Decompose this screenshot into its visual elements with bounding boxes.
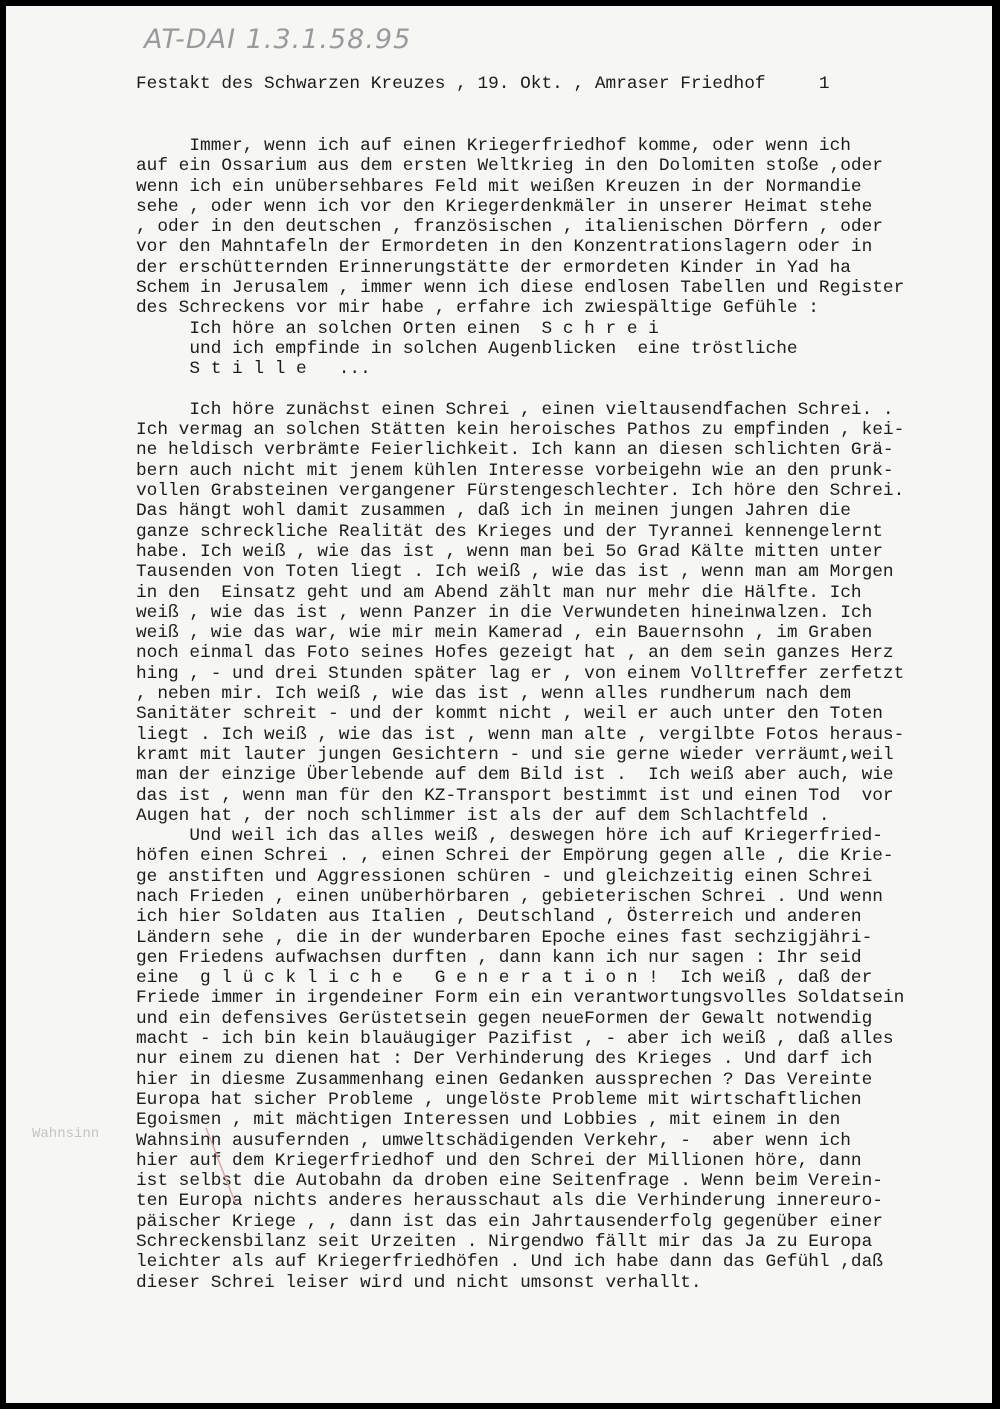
text-line: Augen hat , der noch schlimmer ist als der auf dem Schlachtfeld .	[136, 805, 830, 826]
text-line: hier in diesme Zusammenhang einen Gedanken aussprechen ? Das Vereinte	[136, 1069, 873, 1090]
text-line: man der einzige Überlebende auf dem Bild ist . Ich weiß aber auch, wie	[136, 765, 894, 786]
text-line: sehe , oder wenn ich vor den Kriegerdenkmäler in unserer Heimat stehe	[136, 196, 873, 217]
text-line: noch einmal das Foto seines Hofes gezeigt hat , an dem sein ganzes Herz	[136, 643, 894, 664]
document-page	[6, 6, 992, 1403]
text-line: nach Frieden , einen unüberhörbaren , gebieterischen Schrei . Und wenn	[136, 886, 883, 907]
text-line: wenn ich ein unübersehbares Feld mit weißen Kreuzen in der Normandie	[136, 176, 862, 197]
text-line: eine g l ü c k l i c h e G e n e r a t i o n ! Ich weiß , daß der	[136, 968, 873, 989]
margin-note: Wahnsinn	[32, 1126, 100, 1142]
text-line: weiß , wie das ist , wenn Panzer in die Verwundeten hineinwalzen. Ich	[136, 602, 873, 623]
text-line	[136, 380, 992, 400]
text-line: nur einem zu dienen hat : Der Verhinderung des Krieges . Und darf ich	[136, 1049, 873, 1070]
text-line: Schem in Jerusalem , immer wenn ich diese endlosen Tabellen und Register	[136, 278, 905, 299]
document-header: Festakt des Schwarzen Kreuzes , 19. Okt. , Amraser Friedhof 1	[136, 74, 830, 94]
text-line: ganze schreckliche Realität des Krieges und der Tyrannei kennengelernt	[136, 521, 883, 542]
text-line: bern auch nicht mit jenem kühlen Interesse vorbeigehn wie an den prunk-	[136, 460, 894, 481]
text-line: S t i l l e ...	[136, 359, 371, 380]
archive-signature: AT-DAI 1.3.1.58.95	[144, 24, 412, 55]
text-line: liegt . Ich weiß , wie das ist , wenn man alte , vergilbte Fotos heraus-	[136, 724, 905, 745]
text-line: Europa hat sicher Probleme , ungelöste Probleme mit wirtschaftlichen	[136, 1089, 862, 1110]
text-line: Ich vermag an solchen Stätten kein heroisches Pathos zu empfinden , kei-	[136, 420, 905, 441]
text-line: des Schreckens vor mir habe , erfahre ich zwiespältige Gefühle :	[136, 298, 819, 319]
text-line: Schreckensbilanz seit Urzeiten . Nirgendwo fällt mir das Ja zu Europa	[136, 1232, 873, 1253]
text-line: Ländern sehe , die in der wunderbaren Epoche eines fast sechzigjähri-	[136, 927, 873, 948]
text-line: gen Friedens aufwachsen durften , dann kann ich nur sagen : Ihr seid	[136, 947, 862, 968]
text-line: ist selbst die Autobahn da droben eine Seitenfrage . Wenn beim Verein-	[136, 1171, 883, 1192]
pencil-stroke-mark	[202, 1126, 242, 1206]
text-line: das ist , wenn man für den KZ-Transport bestimmt ist und einen Tod vor	[136, 785, 894, 806]
text-line: Tausenden von Toten liegt . Ich weiß , wie das ist , wenn man am Morgen	[136, 562, 894, 583]
text-line: päischer Kriege , , dann ist das ein Jahrtausenderfolg gegenüber einer	[136, 1211, 883, 1232]
text-line: Sanitäter schreit - und der kommt nicht , weil er auch unter den Toten	[136, 704, 883, 725]
text-line: Ich höre zunächst einen Schrei , einen vieltausendfachen Schrei. .	[136, 399, 894, 420]
text-line: ich hier Soldaten aus Italien , Deutschland , Österreich und anderen	[136, 907, 862, 928]
text-line: höfen einen Schrei . , einen Schrei der Empörung gegen alle , die Krie-	[136, 846, 894, 867]
text-line: Friede immer in irgendeiner Form ein ein verantwortungsvolles Soldatsein	[136, 988, 905, 1009]
text-line: weiß , wie das war, wie mir mein Kamerad , ein Bauernsohn , im Graben	[136, 623, 873, 644]
text-line: und ich empfinde in solchen Augenblicken eine tröstliche	[136, 338, 798, 359]
text-line: und ein defensives Gerüstetsein gegen neueFormen der Gewalt notwendig	[136, 1008, 873, 1029]
text-line: , neben mir. Ich weiß , wie das ist , wenn alles rundherum nach dem	[136, 684, 851, 705]
text-line: ten Europa nichts anderes herausschaut als die Verhinderung innereuro-	[136, 1191, 883, 1212]
text-line: kramt mit lauter jungen Gesichtern - und sie gerne wieder verräumt,weil	[136, 744, 894, 765]
text-line: macht - ich bin kein blauäugiger Pazifist , - aber ich weiß , daß alles	[136, 1029, 894, 1050]
text-line: dieser Schrei leiser wird und nicht umsonst verhallt.	[136, 1272, 702, 1293]
text-line: leichter als auf Kriegerfriedhöfen . Und ich habe dann das Gefühl ,daß	[136, 1252, 883, 1273]
text-line: ne heldisch verbrämte Feierlichkeit. Ich kann an diesen schlichten Grä-	[136, 440, 894, 461]
text-line: Ich höre an solchen Orten einen S c h r e i	[136, 318, 659, 339]
text-line: Und weil ich das alles weiß , deswegen höre ich auf Kriegerfried-	[136, 826, 883, 847]
text-line: vor den Mahntafeln der Ermordeten in den Konzentrationslagern oder in	[136, 237, 873, 258]
text-line: auf ein Ossarium aus dem ersten Weltkrieg in den Dolomiten stoße ,oder	[136, 156, 883, 177]
text-line: hing , - und drei Stunden später lag er , von einem Volltreffer zerfetzt	[136, 663, 905, 684]
text-line: vollen Grabsteinen vergangener Fürstengeschlechter. Ich höre den Schrei.	[136, 481, 905, 502]
text-line: Egoismen , mit mächtigen Interessen und Lobbies , mit einem in den	[136, 1110, 841, 1131]
text-line: ge anstiften und Aggressionen schüren - und gleichzeitig einen Schrei	[136, 866, 873, 887]
text-line: , oder in den deutschen , französischen , italienischen Dörfern , oder	[136, 217, 883, 238]
text-line: in den Einsatz geht und am Abend zählt man nur mehr die Hälfte. Ich	[136, 582, 862, 603]
text-line: Das hängt wohl damit zusammen , daß ich in meinen jungen Jahren die	[136, 501, 851, 522]
text-line: Immer, wenn ich auf einen Kriegerfriedhof komme, oder wenn ich	[136, 136, 851, 156]
document-body	[136, 136, 992, 1293]
text-line: hier auf dem Kriegerfriedhof und den Schrei der Millionen höre, dann	[136, 1150, 862, 1171]
text-line: habe. Ich weiß , wie das ist , wenn man bei 5o Grad Kälte mitten unter	[136, 541, 883, 562]
text-line: Wahnsinn ausufernden , umweltschädigenden Verkehr, - aber wenn ich	[136, 1130, 851, 1151]
text-line: der erschütternden Erinnerungstätte der ermordeten Kinder in Yad ha	[136, 257, 851, 278]
